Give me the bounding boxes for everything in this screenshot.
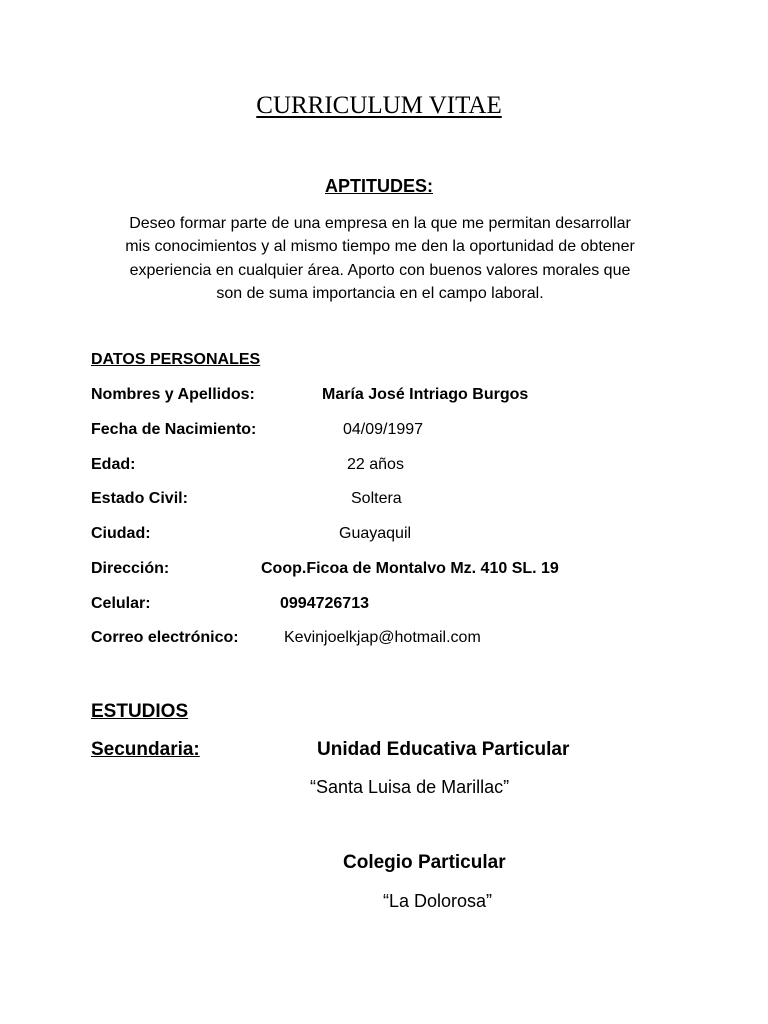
city-value: Guayaquil [339, 525, 412, 542]
school-quote: “Santa Luisa de Marillac” [310, 777, 510, 797]
aptitudes-line: experiencia en cualquier área. Aporto con buenos valores morales que [129, 261, 631, 279]
marital-status-value: Soltera [351, 490, 402, 507]
birth-date-value: 04/09/1997 [343, 421, 424, 438]
full-name-label: Nombres y Apellidos: [91, 386, 255, 403]
city-label: Ciudad: [91, 525, 151, 542]
marital-status-label: Estado Civil: [91, 490, 188, 507]
aptitudes-line: Deseo formar parte de una empresa en la que me permitan desarrollar [129, 215, 631, 232]
document-title: CURRICULUM VITAE [256, 92, 502, 119]
birth-date-label: Fecha de Nacimiento: [91, 421, 257, 438]
phone-label: Celular: [91, 595, 151, 612]
aptitudes-line: mis conocimientos y al mismo tiempo me den la oportunidad de obtener [125, 238, 635, 256]
aptitudes-line: son de suma importancia en el campo laboral. [216, 285, 544, 303]
school-quote: “La Dolorosa” [383, 891, 493, 911]
personal-data-heading: DATOS PERSONALES [91, 351, 261, 368]
address-value: Coop.Ficoa de Montalvo Mz. 410 SL. 19 [261, 560, 559, 577]
school-name: Colegio Particular [343, 852, 506, 873]
address-label: Dirección: [91, 560, 170, 577]
aptitudes-heading: APTITUDES: [325, 176, 433, 196]
email-label: Correo electrónico: [91, 629, 239, 646]
full-name-value: María José Intriago Burgos [322, 386, 529, 403]
studies-heading: ESTUDIOS [91, 701, 189, 722]
age-label: Edad: [91, 456, 136, 473]
email-value: Kevinjoelkjap@hotmail.com [284, 629, 481, 646]
age-value: 22 años [347, 456, 404, 473]
secondary-label: Secundaria: [91, 739, 200, 760]
school-name: Unidad Educativa Particular [317, 739, 570, 760]
phone-value: 0994726713 [280, 595, 369, 612]
aptitudes-paragraph [70, 212, 690, 306]
